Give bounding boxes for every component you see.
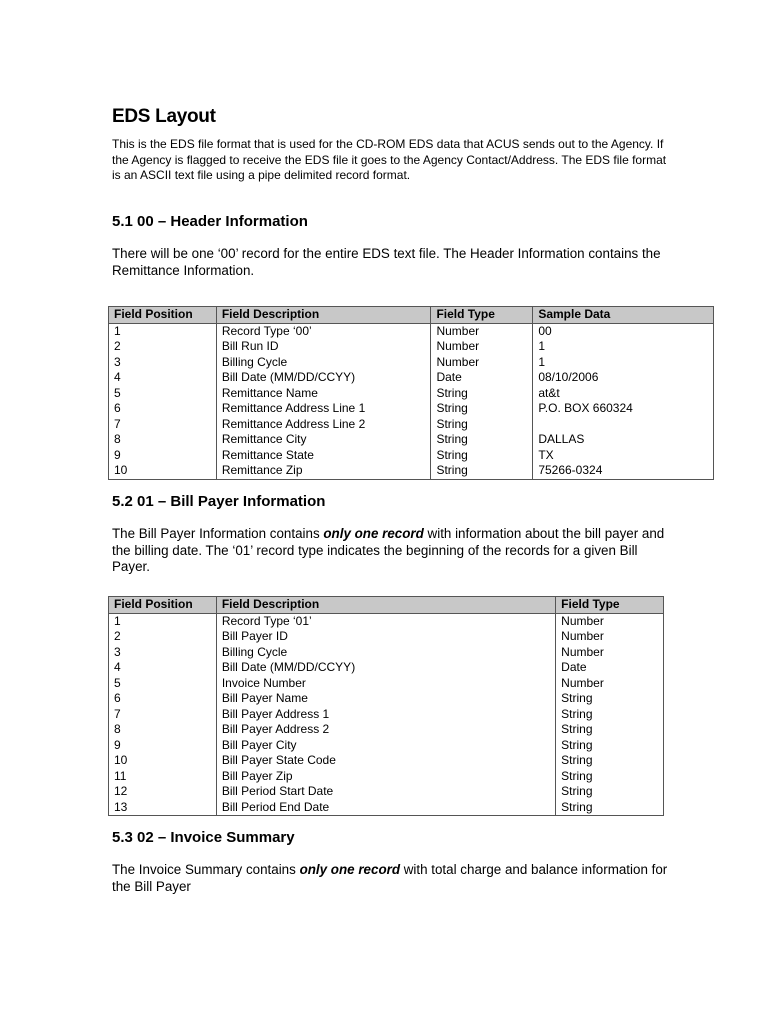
intro-paragraph: This is the EDS file format that is used for the CD-ROM EDS data that ACUS sends out to the Agency. If the Agency is flagged to receive the EDS file it goes to the Agency Contact/Address. The EDS file format is an ASCII text file using a pipe delimited record format.: [112, 137, 667, 182]
table-cell: 3: [109, 645, 217, 661]
table-cell: 1: [533, 339, 714, 355]
section-text-part: with information about the bill payer and the billing date. The ‘01’ record type indicates the beginning of the records for a given Bill Payer.: [112, 526, 665, 574]
section-text-invoice-summary: [112, 862, 672, 895]
table-cell: 9: [109, 738, 217, 754]
table-cell: Bill Run ID: [216, 339, 431, 355]
table-row: [109, 707, 664, 723]
table-cell: 10: [109, 753, 217, 769]
table-cell: DALLAS: [533, 432, 714, 448]
table-row: [109, 339, 714, 355]
table-cell: Bill Period End Date: [216, 800, 555, 816]
table-row: [109, 645, 664, 661]
table-row: [109, 463, 714, 479]
column-header: Field Description: [216, 307, 431, 324]
table-row: [109, 676, 664, 692]
section-text-emphasis: only one record: [323, 526, 424, 541]
table-cell: 13: [109, 800, 217, 816]
table-cell: String: [556, 769, 664, 785]
table-cell: Bill Date (MM/DD/CCYY): [216, 370, 431, 386]
table-row: [109, 660, 664, 676]
table-row: [109, 738, 664, 754]
table-cell: at&t: [533, 386, 714, 402]
table-row: [109, 613, 664, 629]
table-cell: 08/10/2006: [533, 370, 714, 386]
table-cell: 8: [109, 432, 217, 448]
table-cell: 7: [109, 707, 217, 723]
table-cell: 5: [109, 676, 217, 692]
table-cell: 3: [109, 355, 217, 371]
section-text-part: The Invoice Summary contains: [112, 862, 300, 877]
table-cell: String: [556, 738, 664, 754]
table-cell: P.O. BOX 660324: [533, 401, 714, 417]
table-cell: String: [431, 386, 533, 402]
table-cell: 10: [109, 463, 217, 479]
table-cell: Billing Cycle: [216, 645, 555, 661]
table-cell: Bill Payer ID: [216, 629, 555, 645]
table-cell: Remittance Name: [216, 386, 431, 402]
table-row: [109, 769, 664, 785]
table-cell: Number: [556, 645, 664, 661]
table-header-row: [109, 597, 664, 614]
table-cell: 6: [109, 691, 217, 707]
table-cell: Number: [556, 629, 664, 645]
section-text-bill-payer-information: [112, 526, 672, 576]
table-cell: 1: [109, 323, 217, 339]
table-cell: Bill Date (MM/DD/CCYY): [216, 660, 555, 676]
table-cell: Bill Period Start Date: [216, 784, 555, 800]
table-cell: String: [431, 432, 533, 448]
table-row: [109, 722, 664, 738]
table-row: [109, 355, 714, 371]
table-cell: Number: [431, 339, 533, 355]
table-cell: Number: [431, 323, 533, 339]
table-cell: 1: [109, 613, 217, 629]
table-cell: Remittance Address Line 1: [216, 401, 431, 417]
table-row: [109, 784, 664, 800]
page-title: EDS Layout: [112, 106, 216, 127]
table-row: [109, 800, 664, 816]
table-row: [109, 432, 714, 448]
column-header: Field Type: [431, 307, 533, 324]
table-cell: Number: [431, 355, 533, 371]
section-text-part: There will be one ‘00’ record for the entire EDS text file. The Header Information contains the Remittance Information.: [112, 246, 661, 278]
table-cell: Bill Payer Address 2: [216, 722, 555, 738]
section-text-part: The Bill Payer Information contains: [112, 526, 324, 541]
table-row: [109, 386, 714, 402]
column-header: Field Description: [216, 597, 555, 614]
table-cell: Record Type ‘00’: [216, 323, 431, 339]
table-cell: String: [431, 463, 533, 479]
table-row: [109, 323, 714, 339]
section-heading-bill-payer-information: 5.2 01 – Bill Payer Information: [112, 493, 326, 510]
table-cell: [533, 417, 714, 433]
bill-payer-information-table: [108, 596, 664, 816]
table-row: [109, 448, 714, 464]
table-row: [109, 417, 714, 433]
table-cell: 7: [109, 417, 217, 433]
table-cell: 9: [109, 448, 217, 464]
table-cell: 1: [533, 355, 714, 371]
table-cell: String: [556, 691, 664, 707]
table-row: [109, 753, 664, 769]
section-text-part: with total charge and balance information for the Bill Payer: [112, 862, 668, 894]
table-cell: 5: [109, 386, 217, 402]
table-cell: Record Type ‘01’: [216, 613, 555, 629]
table-cell: 2: [109, 339, 217, 355]
table-cell: 75266-0324: [533, 463, 714, 479]
table-cell: String: [431, 401, 533, 417]
table-header-row: [109, 307, 714, 324]
table-cell: Number: [556, 613, 664, 629]
section-heading-header-information: 5.1 00 – Header Information: [112, 213, 308, 230]
table-cell: Date: [431, 370, 533, 386]
table-row: [109, 370, 714, 386]
table-cell: Bill Payer City: [216, 738, 555, 754]
table-cell: Bill Payer Address 1: [216, 707, 555, 723]
table-cell: String: [556, 784, 664, 800]
table-cell: 00: [533, 323, 714, 339]
table-cell: Number: [556, 676, 664, 692]
table-cell: String: [556, 800, 664, 816]
table-cell: TX: [533, 448, 714, 464]
table-cell: 2: [109, 629, 217, 645]
table-cell: Bill Payer Name: [216, 691, 555, 707]
table-cell: 12: [109, 784, 217, 800]
section-text-emphasis: only one record: [299, 862, 401, 877]
table-cell: Invoice Number: [216, 676, 555, 692]
table-cell: Date: [556, 660, 664, 676]
table-cell: String: [556, 753, 664, 769]
table-cell: String: [431, 448, 533, 464]
section-heading-invoice-summary: 5.3 02 – Invoice Summary: [112, 829, 295, 846]
table-cell: 6: [109, 401, 217, 417]
table-cell: Billing Cycle: [216, 355, 431, 371]
header-information-table: [108, 306, 714, 480]
table-cell: String: [556, 722, 664, 738]
column-header: Field Position: [109, 307, 217, 324]
column-header: Field Position: [109, 597, 217, 614]
section-text-header-information: [112, 246, 672, 279]
column-header: Sample Data: [533, 307, 714, 324]
table-cell: 4: [109, 370, 217, 386]
table-row: [109, 629, 664, 645]
table-cell: Remittance Zip: [216, 463, 431, 479]
table-cell: Remittance State: [216, 448, 431, 464]
table-cell: 4: [109, 660, 217, 676]
table-cell: 11: [109, 769, 217, 785]
table-row: [109, 691, 664, 707]
table-cell: String: [556, 707, 664, 723]
table-cell: Bill Payer State Code: [216, 753, 555, 769]
table-row: [109, 401, 714, 417]
table-cell: String: [431, 417, 533, 433]
table-cell: Remittance Address Line 2: [216, 417, 431, 433]
table-cell: Bill Payer Zip: [216, 769, 555, 785]
table-cell: 8: [109, 722, 217, 738]
table-cell: Remittance City: [216, 432, 431, 448]
column-header: Field Type: [556, 597, 664, 614]
